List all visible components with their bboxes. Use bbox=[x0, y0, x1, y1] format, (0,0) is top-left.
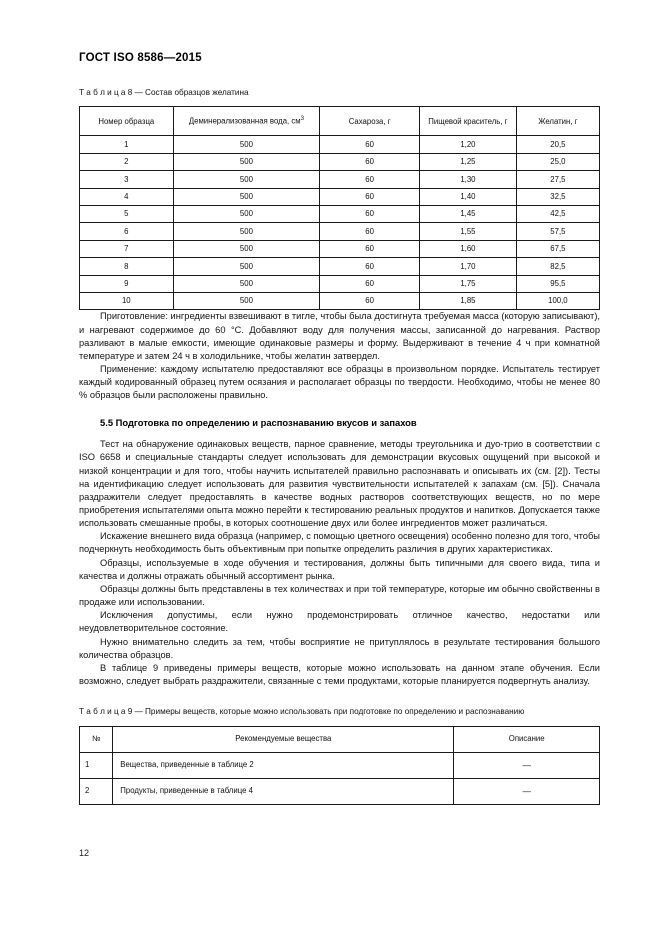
cell-gelatin: 95,5 bbox=[516, 275, 599, 292]
cell-description: — bbox=[454, 778, 600, 804]
table-header-row bbox=[80, 107, 600, 136]
table-row bbox=[80, 171, 600, 188]
cell-colorant: 1,25 bbox=[420, 153, 517, 170]
cell-sample: 6 bbox=[80, 223, 174, 240]
column-header-number: № bbox=[80, 726, 113, 752]
paragraph-application: Применение: каждому испытателю предоставляют все образцы в произвольном порядке. Испытатель тестирует каждый кодированный образец путем осязания и располагает образцы по твердости. Необходимо, чтобы не менее 80 % образцов были расположены правильно. bbox=[79, 363, 600, 401]
cell-sample: 8 bbox=[80, 258, 174, 275]
cell-water: 500 bbox=[173, 136, 320, 153]
cell-sample: 10 bbox=[80, 292, 174, 309]
cell-water: 500 bbox=[173, 275, 320, 292]
cell-gelatin: 20,5 bbox=[516, 136, 599, 153]
paragraph-test-methods: Тест на обнаружение одинаковых веществ, парное сравнение, методы треугольника и дуо-трио в соответствии с ISO 6658 и специальные стандарты следует использовать для демонстрации вкусовых ощущений при высокой и низкой концентрации и для того, чтобы научить испытателей правильно распознавать и описывать их (см. [2]). Тесты на идентификацию следует использовать для развития чувствительности испытателей к запахам (см. [5]). Сначала раздражители следует предоставлять в качестве водных растворов соответствующих веществ, но по мере приобретения испытателями опыта можно перейти к тестированию реальных продуктов и напитков. Допускается также использовать смешанные пробы, в которых соотношение двух или более ингредиентов может различаться. bbox=[79, 439, 600, 529]
cell-sample: 1 bbox=[80, 136, 174, 153]
cell-sucrose: 60 bbox=[320, 153, 420, 170]
cell-water: 500 bbox=[173, 188, 320, 205]
table-row bbox=[80, 258, 600, 275]
cell-colorant: 1,30 bbox=[420, 171, 517, 188]
cell-colorant: 1,55 bbox=[420, 223, 517, 240]
page-title: ГОСТ ISO 8586—2015 bbox=[79, 52, 202, 64]
column-header-substances: Рекомендуемые вещества bbox=[113, 726, 454, 752]
superscript-three: 3 bbox=[300, 116, 304, 123]
page-content bbox=[79, 52, 600, 805]
cell-description: — bbox=[454, 752, 600, 778]
cell-colorant: 1,40 bbox=[420, 188, 517, 205]
paragraph-preparation: Приготовление: ингредиенты взвешивают в тигле, чтобы была достигнута требуемая масса (которую записывают), и нагревают содержимое до 60 °C. Добавляют воду для получения массы, записанной до нагревания. Раствор разливают в малые емкости, имеющие одинаковые размеры и форму. Выдерживают в течение 4 ч при комнатной температуре и затем 24 ч в холодильнике, чтобы желатин затвердел. bbox=[79, 311, 600, 361]
table-row bbox=[80, 136, 600, 153]
cell-sucrose: 60 bbox=[320, 240, 420, 257]
cell-sample: 4 bbox=[80, 188, 174, 205]
column-header-water-label: Деминерализованная вода, см bbox=[188, 116, 301, 126]
cell-water: 500 bbox=[173, 258, 320, 275]
cell-water: 500 bbox=[173, 223, 320, 240]
cell-sample: 3 bbox=[80, 171, 174, 188]
cell-number: 2 bbox=[80, 778, 113, 804]
paragraph-appearance-distortion: Искажение внешнего вида образца (например, с помощью цветного освещения) особенно полезно для того, чтобы подчеркнуть необходимость быть объективным при попытке определить различия в других характеристиках. bbox=[79, 531, 600, 555]
cell-gelatin: 82,5 bbox=[516, 258, 599, 275]
cell-substance: Продукты, приведенные в таблице 4 bbox=[113, 778, 454, 804]
cell-sucrose: 60 bbox=[320, 188, 420, 205]
table-9-caption: Т а б л и ц а 9 — Примеры веществ, которые можно использовать при подготовке по определению и распознаванию bbox=[79, 707, 525, 717]
column-header-colorant: Пищевой краситель, г bbox=[420, 107, 517, 136]
cell-water: 500 bbox=[173, 171, 320, 188]
table-row bbox=[80, 223, 600, 240]
cell-gelatin: 67,5 bbox=[516, 240, 599, 257]
cell-gelatin: 25,0 bbox=[516, 153, 599, 170]
cell-sucrose: 60 bbox=[320, 258, 420, 275]
paragraph-quantities-temperature: Образцы должны быть представлены в тех количествах и при той температуре, которые им обычно свойственны в продаже или использовании. bbox=[79, 583, 600, 608]
table-9 bbox=[79, 726, 600, 805]
column-header-gelatin: Желатин, г bbox=[516, 107, 599, 136]
table-row bbox=[80, 292, 600, 309]
cell-number: 1 bbox=[80, 752, 113, 778]
table-row bbox=[80, 752, 600, 778]
table-row bbox=[80, 240, 600, 257]
cell-water: 500 bbox=[173, 206, 320, 223]
cell-gelatin: 100,0 bbox=[516, 292, 599, 309]
table-row bbox=[80, 153, 600, 170]
table-row bbox=[80, 206, 600, 223]
cell-sample: 5 bbox=[80, 206, 174, 223]
cell-colorant: 1,75 bbox=[420, 275, 517, 292]
column-header-sucrose: Сахароза, г bbox=[320, 107, 420, 136]
cell-colorant: 1,85 bbox=[420, 292, 517, 309]
column-header-sample: Номер образца bbox=[80, 107, 174, 136]
table-row bbox=[80, 188, 600, 205]
cell-sucrose: 60 bbox=[320, 136, 420, 153]
cell-gelatin: 57,5 bbox=[516, 223, 599, 240]
section-heading-5-5: 5.5 Подготовка по определению и распознаванию вкусов и запахов bbox=[100, 417, 417, 429]
cell-sample: 7 bbox=[80, 240, 174, 257]
cell-sucrose: 60 bbox=[320, 292, 420, 309]
cell-colorant: 1,70 bbox=[420, 258, 517, 275]
table-8-caption: Т а б л и ц а 8 — Состав образцов желатина bbox=[79, 87, 249, 97]
cell-water: 500 bbox=[173, 240, 320, 257]
cell-colorant: 1,60 bbox=[420, 240, 517, 257]
cell-sucrose: 60 bbox=[320, 223, 420, 240]
cell-sample: 9 bbox=[80, 275, 174, 292]
cell-sucrose: 60 bbox=[320, 171, 420, 188]
cell-gelatin: 32,5 bbox=[516, 188, 599, 205]
cell-gelatin: 27,5 bbox=[516, 171, 599, 188]
cell-substance: Вещества, приведенные в таблице 2 bbox=[113, 752, 454, 778]
cell-colorant: 1,20 bbox=[420, 136, 517, 153]
table-row bbox=[80, 778, 600, 804]
paragraph-table9-reference: В таблице 9 приведены примеры веществ, которые можно использовать на данном этапе обучения. Если возможно, следует выбрать раздражители, связанные с теми продуктами, которые планируется подвергнуть анализу. bbox=[79, 662, 600, 687]
paragraph-attention-fatigue: Нужно внимательно следить за тем, чтобы восприятие не притуплялось в результате тестирования большого количества образцов. bbox=[79, 636, 600, 660]
cell-colorant: 1,45 bbox=[420, 206, 517, 223]
table-8 bbox=[79, 106, 600, 310]
table-row bbox=[80, 275, 600, 292]
cell-gelatin: 42,5 bbox=[516, 206, 599, 223]
cell-water: 500 bbox=[173, 153, 320, 170]
column-header-description: Описание bbox=[454, 726, 600, 752]
cell-water: 500 bbox=[173, 292, 320, 309]
cell-sample: 2 bbox=[80, 153, 174, 170]
cell-sucrose: 60 bbox=[320, 275, 420, 292]
cell-sucrose: 60 bbox=[320, 206, 420, 223]
table-header-row bbox=[80, 726, 600, 752]
paragraph-exceptions: Исключения допустимы, если нужно продемонстрировать отличное качество, недостатки или неудовлетворительное состояние. bbox=[79, 610, 600, 634]
paragraph-samples-typical: Образцы, используемые в ходе обучения и тестирования, должны быть типичными для своего вида, типа и качества и должны отражать обычный ассортимент рынка. bbox=[79, 557, 600, 581]
column-header-water bbox=[173, 107, 320, 136]
page-number: 12 bbox=[79, 848, 90, 858]
